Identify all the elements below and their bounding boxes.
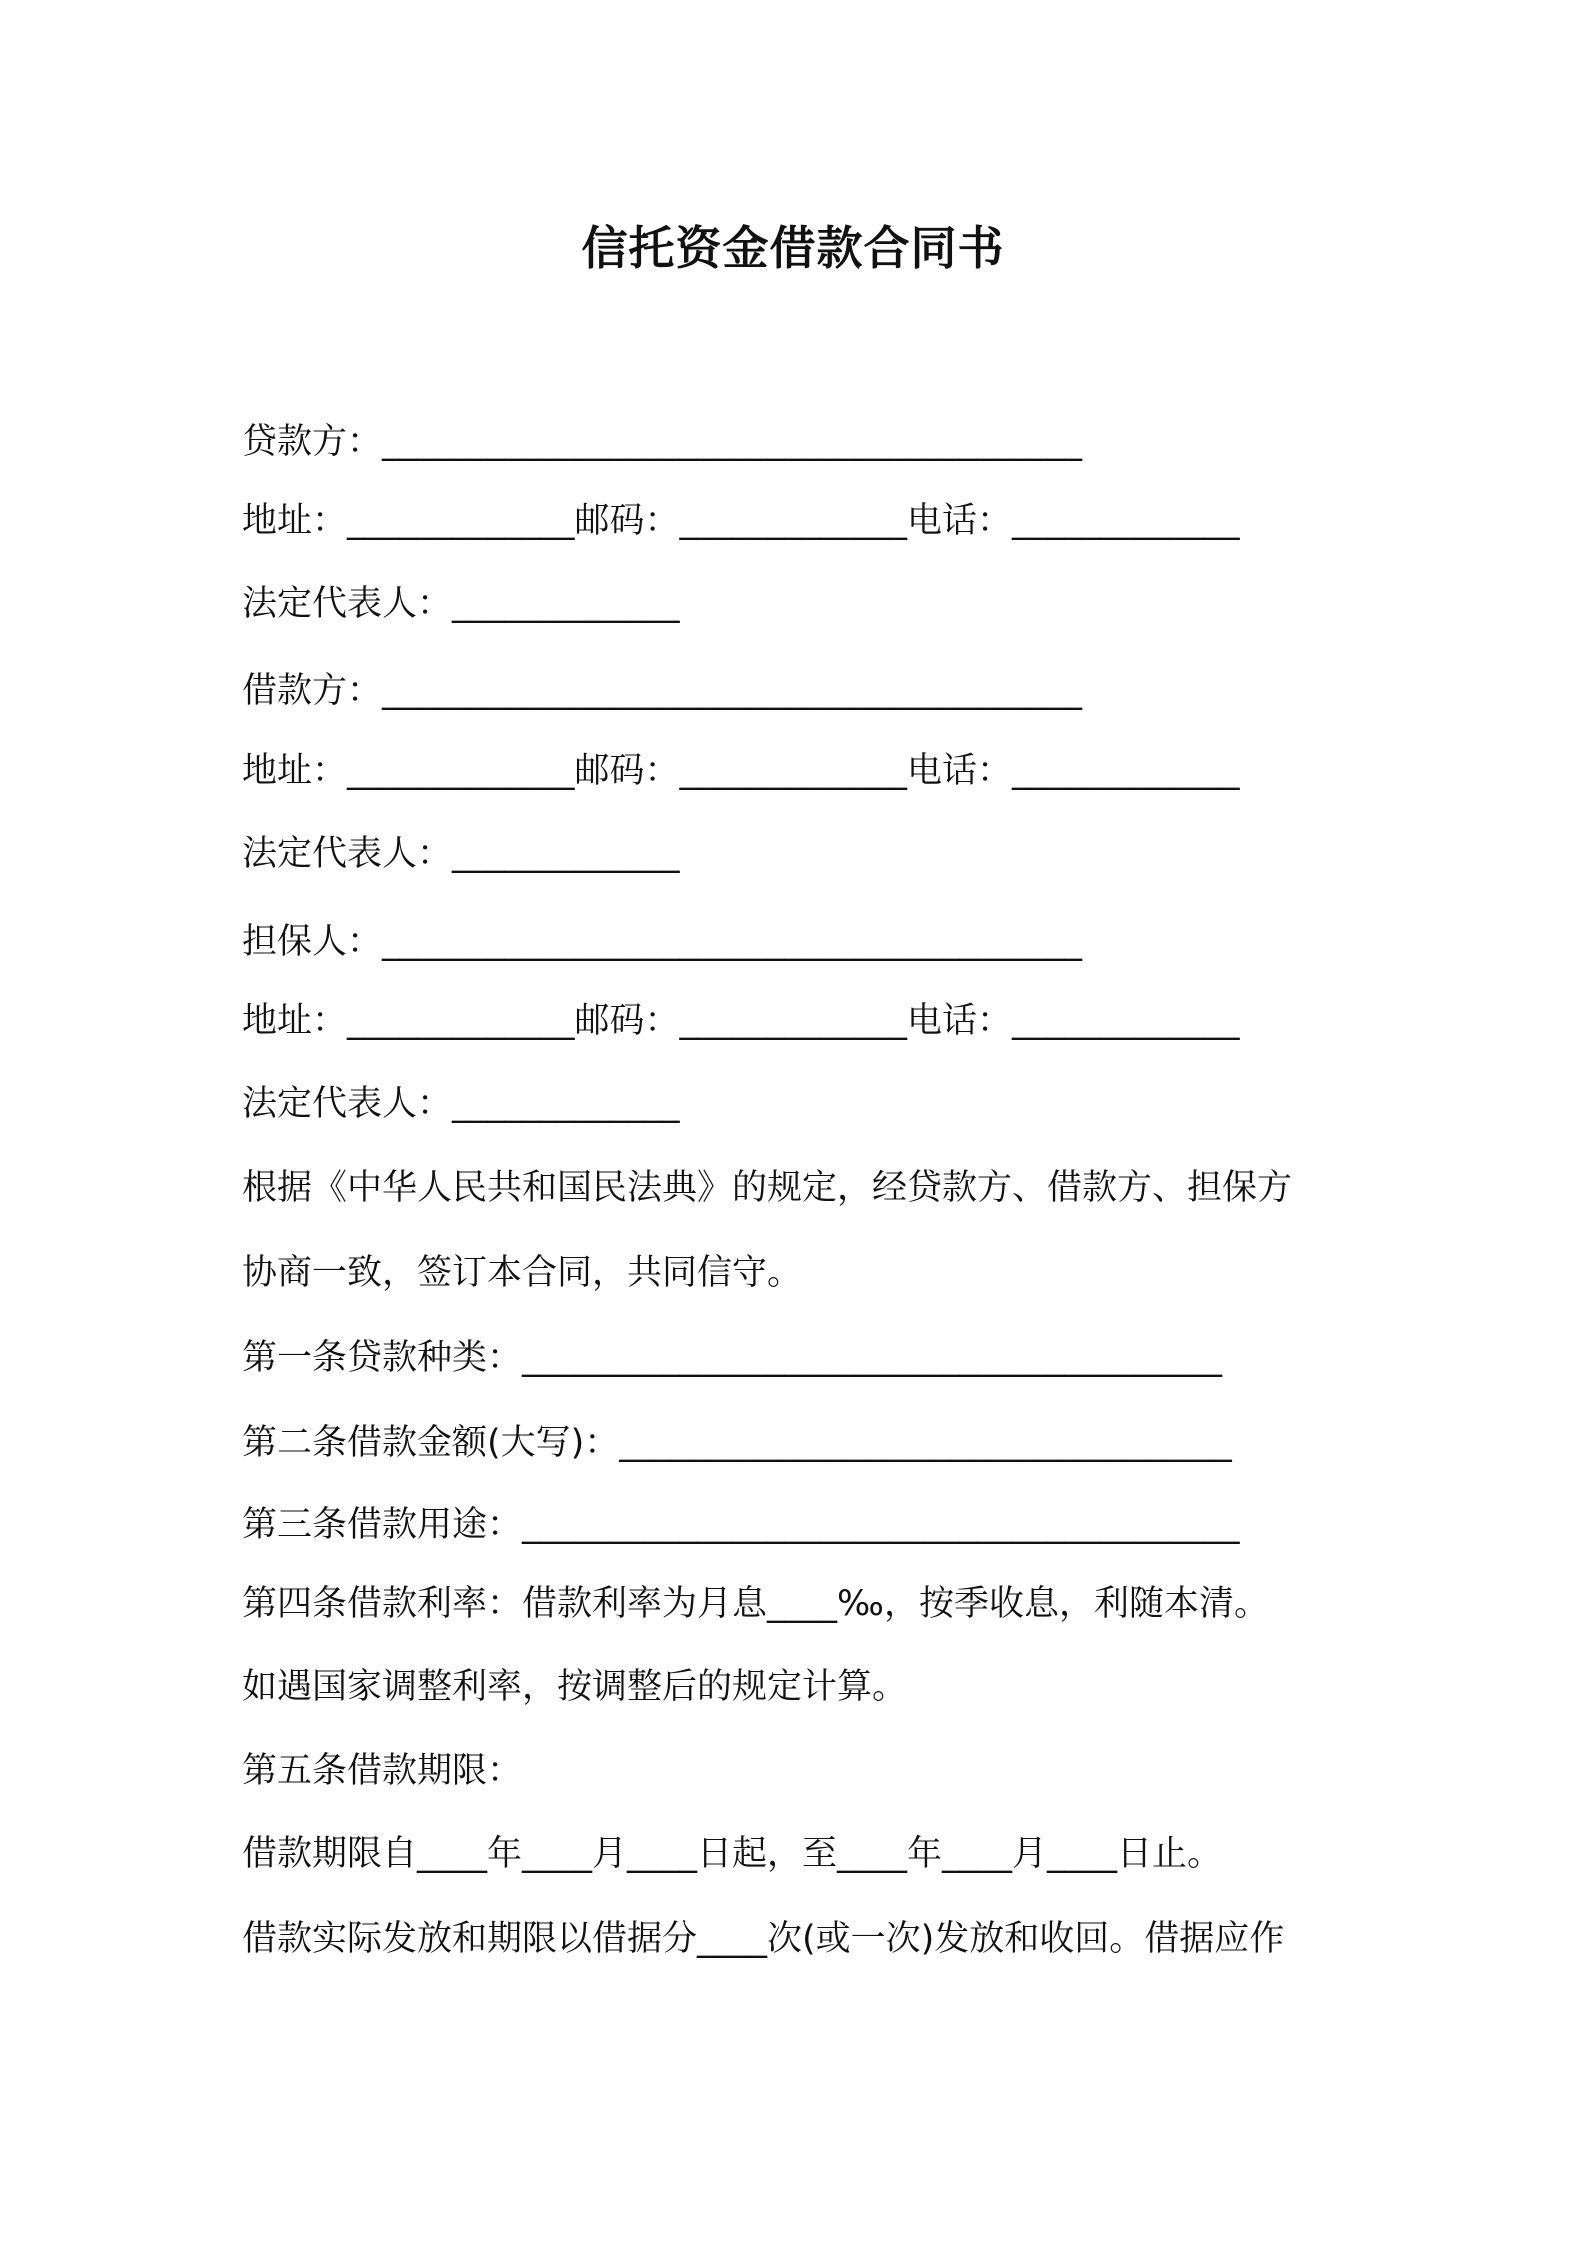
borrower-line: 借款方：________________________________________ <box>242 671 1083 711</box>
lender-representative-line: 法定代表人：_____________ <box>242 584 680 624</box>
article-5-disbursement: 借款实际发放和期限以借据分____次(或一次)发放和收回。借据应作 <box>242 1919 1285 1959</box>
article-4-interest-rate-note: 如遇国家调整利率，按调整后的规定计算。 <box>242 1667 908 1707</box>
article-5-loan-term-heading: 第五条借款期限： <box>242 1751 523 1791</box>
guarantor-representative-line: 法定代表人：_____________ <box>242 1084 680 1124</box>
lender-address-line: 地址：_____________邮码：_____________电话：_____________ <box>242 501 1240 541</box>
article-5-loan-term-dates: 借款期限自____年____月____日起，至____年____月____日止。 <box>242 1834 1223 1874</box>
guarantor-address-line: 地址：_____________邮码：_____________电话：_____________ <box>242 1001 1240 1041</box>
document-title: 信托资金借款合同书 <box>581 221 1005 275</box>
borrower-address-line: 地址：_____________邮码：_____________电话：_____________ <box>242 751 1240 791</box>
borrower-representative-line: 法定代表人：_____________ <box>242 834 680 874</box>
preamble-line-2: 协商一致，签订本合同，共同信守。 <box>242 1253 803 1293</box>
article-4-interest-rate: 第四条借款利率：借款利率为月息____‰，按季收息，利随本清。 <box>242 1584 1269 1624</box>
article-1-loan-type: 第一条贷款种类：________________________________________ <box>242 1338 1223 1378</box>
guarantor-line: 担保人：________________________________________ <box>242 922 1083 962</box>
article-2-loan-amount: 第二条借款金额(大写)：___________________________________ <box>242 1423 1232 1463</box>
preamble-line-1: 根据《中华人民共和国民法典》的规定，经贷款方、借款方、担保方 <box>242 1168 1293 1208</box>
article-3-loan-purpose: 第三条借款用途：_________________________________________ <box>242 1505 1240 1545</box>
lender-line: 贷款方：________________________________________ <box>242 422 1083 462</box>
